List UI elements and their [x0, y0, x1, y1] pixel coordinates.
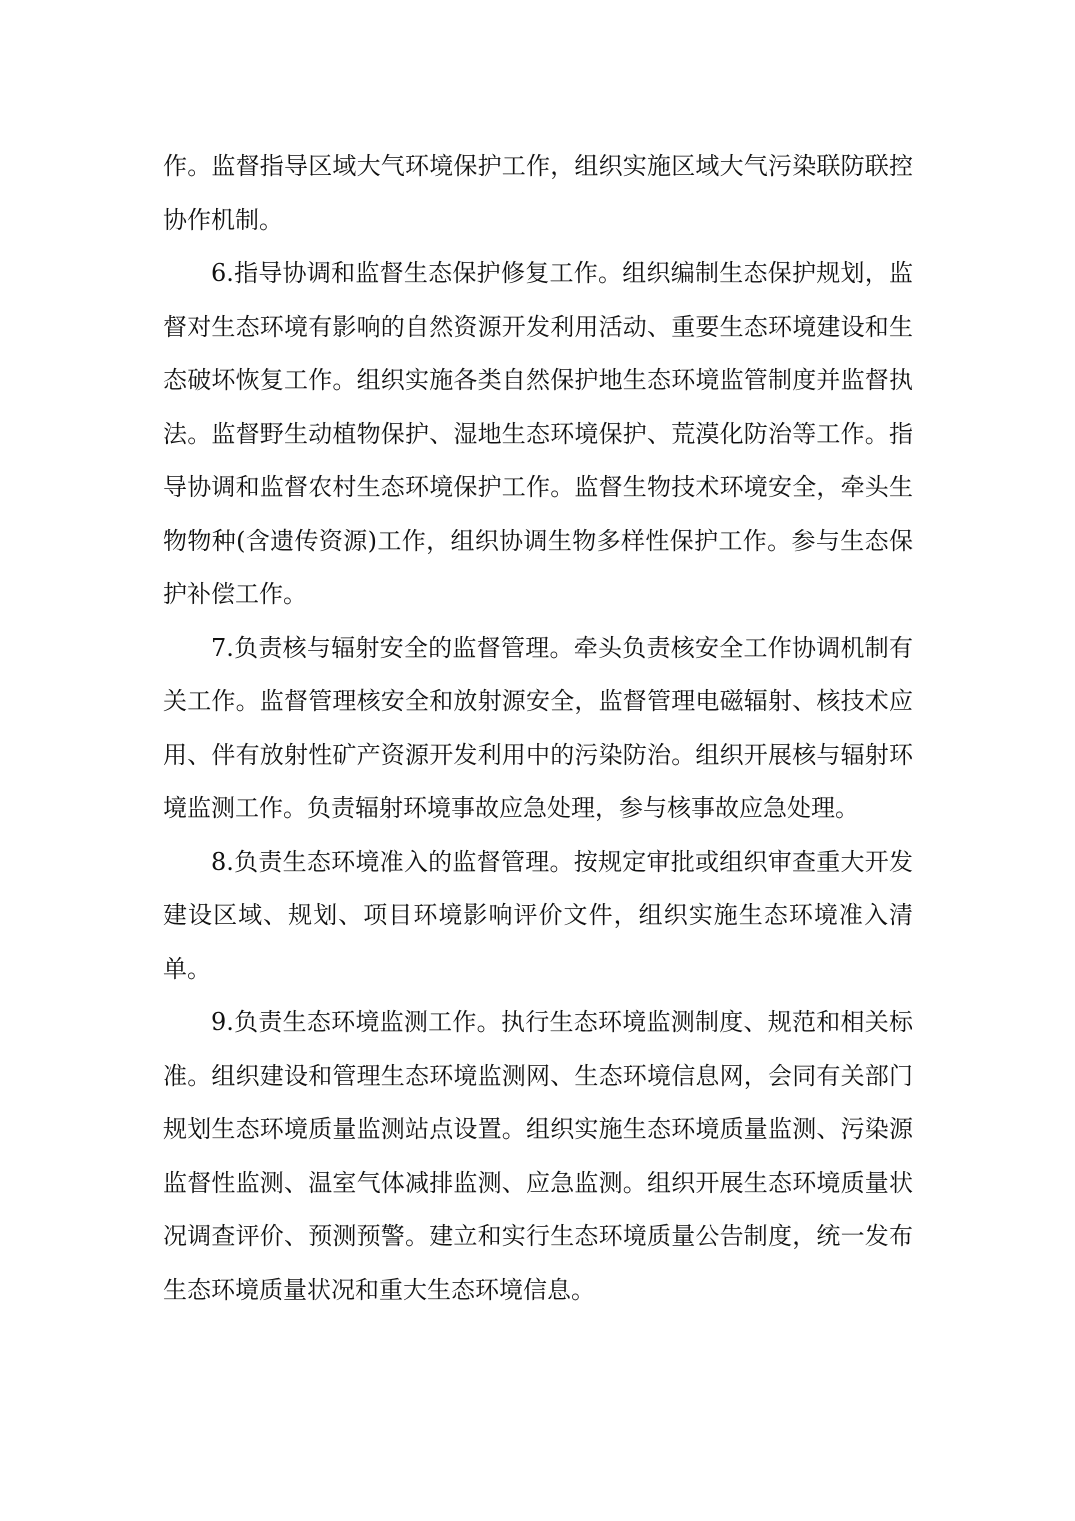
paragraph-item-6: 6.指导协调和监督生态保护修复工作。组织编制生态保护规划，监督对生态环境有影响的自然资源开发利用活动、重要生态环境建设和生态破坏恢复工作。组织实施各类自然保护地生态环境监管制度并监督执法。监督野生动植物保护、湿地生态环境保护、荒漠化防治等工作。指导协调和监督农村生态环境保护工作。监督生物技术环境安全，牵头生物物种(含遗传资源)工作，组织协调生物多样性保护工作。参与生态保护补偿工作。: [163, 259, 913, 608]
paragraph-continuation: 作。监督指导区域大气环境保护工作，组织实施区域大气污染联防联控协作机制。: [163, 152, 913, 234]
paragraph-item-8: 8.负责生态环境准入的监督管理。按规定审批或组织审查重大开发建设区域、规划、项目环境影响评价文件，组织实施生态环境准入清单。: [163, 847, 913, 983]
document-body: [163, 140, 913, 1317]
paragraph-item-7: 7.负责核与辐射安全的监督管理。牵头负责核安全工作协调机制有关工作。监督管理核安全和放射源安全，监督管理电磁辐射、核技术应用、伴有放射性矿产资源开发利用中的污染防治。组织开展核与辐射环境监测工作。负责辐射环境事故应急处理，参与核事故应急处理。: [163, 633, 913, 822]
paragraph-item-9: 9.负责生态环境监测工作。执行生态环境监测制度、规范和相关标准。组织建设和管理生态环境监测网、生态环境信息网，会同有关部门规划生态环境质量监测站点设置。组织实施生态环境质量监测、污染源监督性监测、温室气体减排监测、应急监测。组织开展生态环境质量状况调查评价、预测预警。建立和实行生态环境质量公告制度，统一发布生态环境质量状况和重大生态环境信息。: [163, 1008, 913, 1304]
